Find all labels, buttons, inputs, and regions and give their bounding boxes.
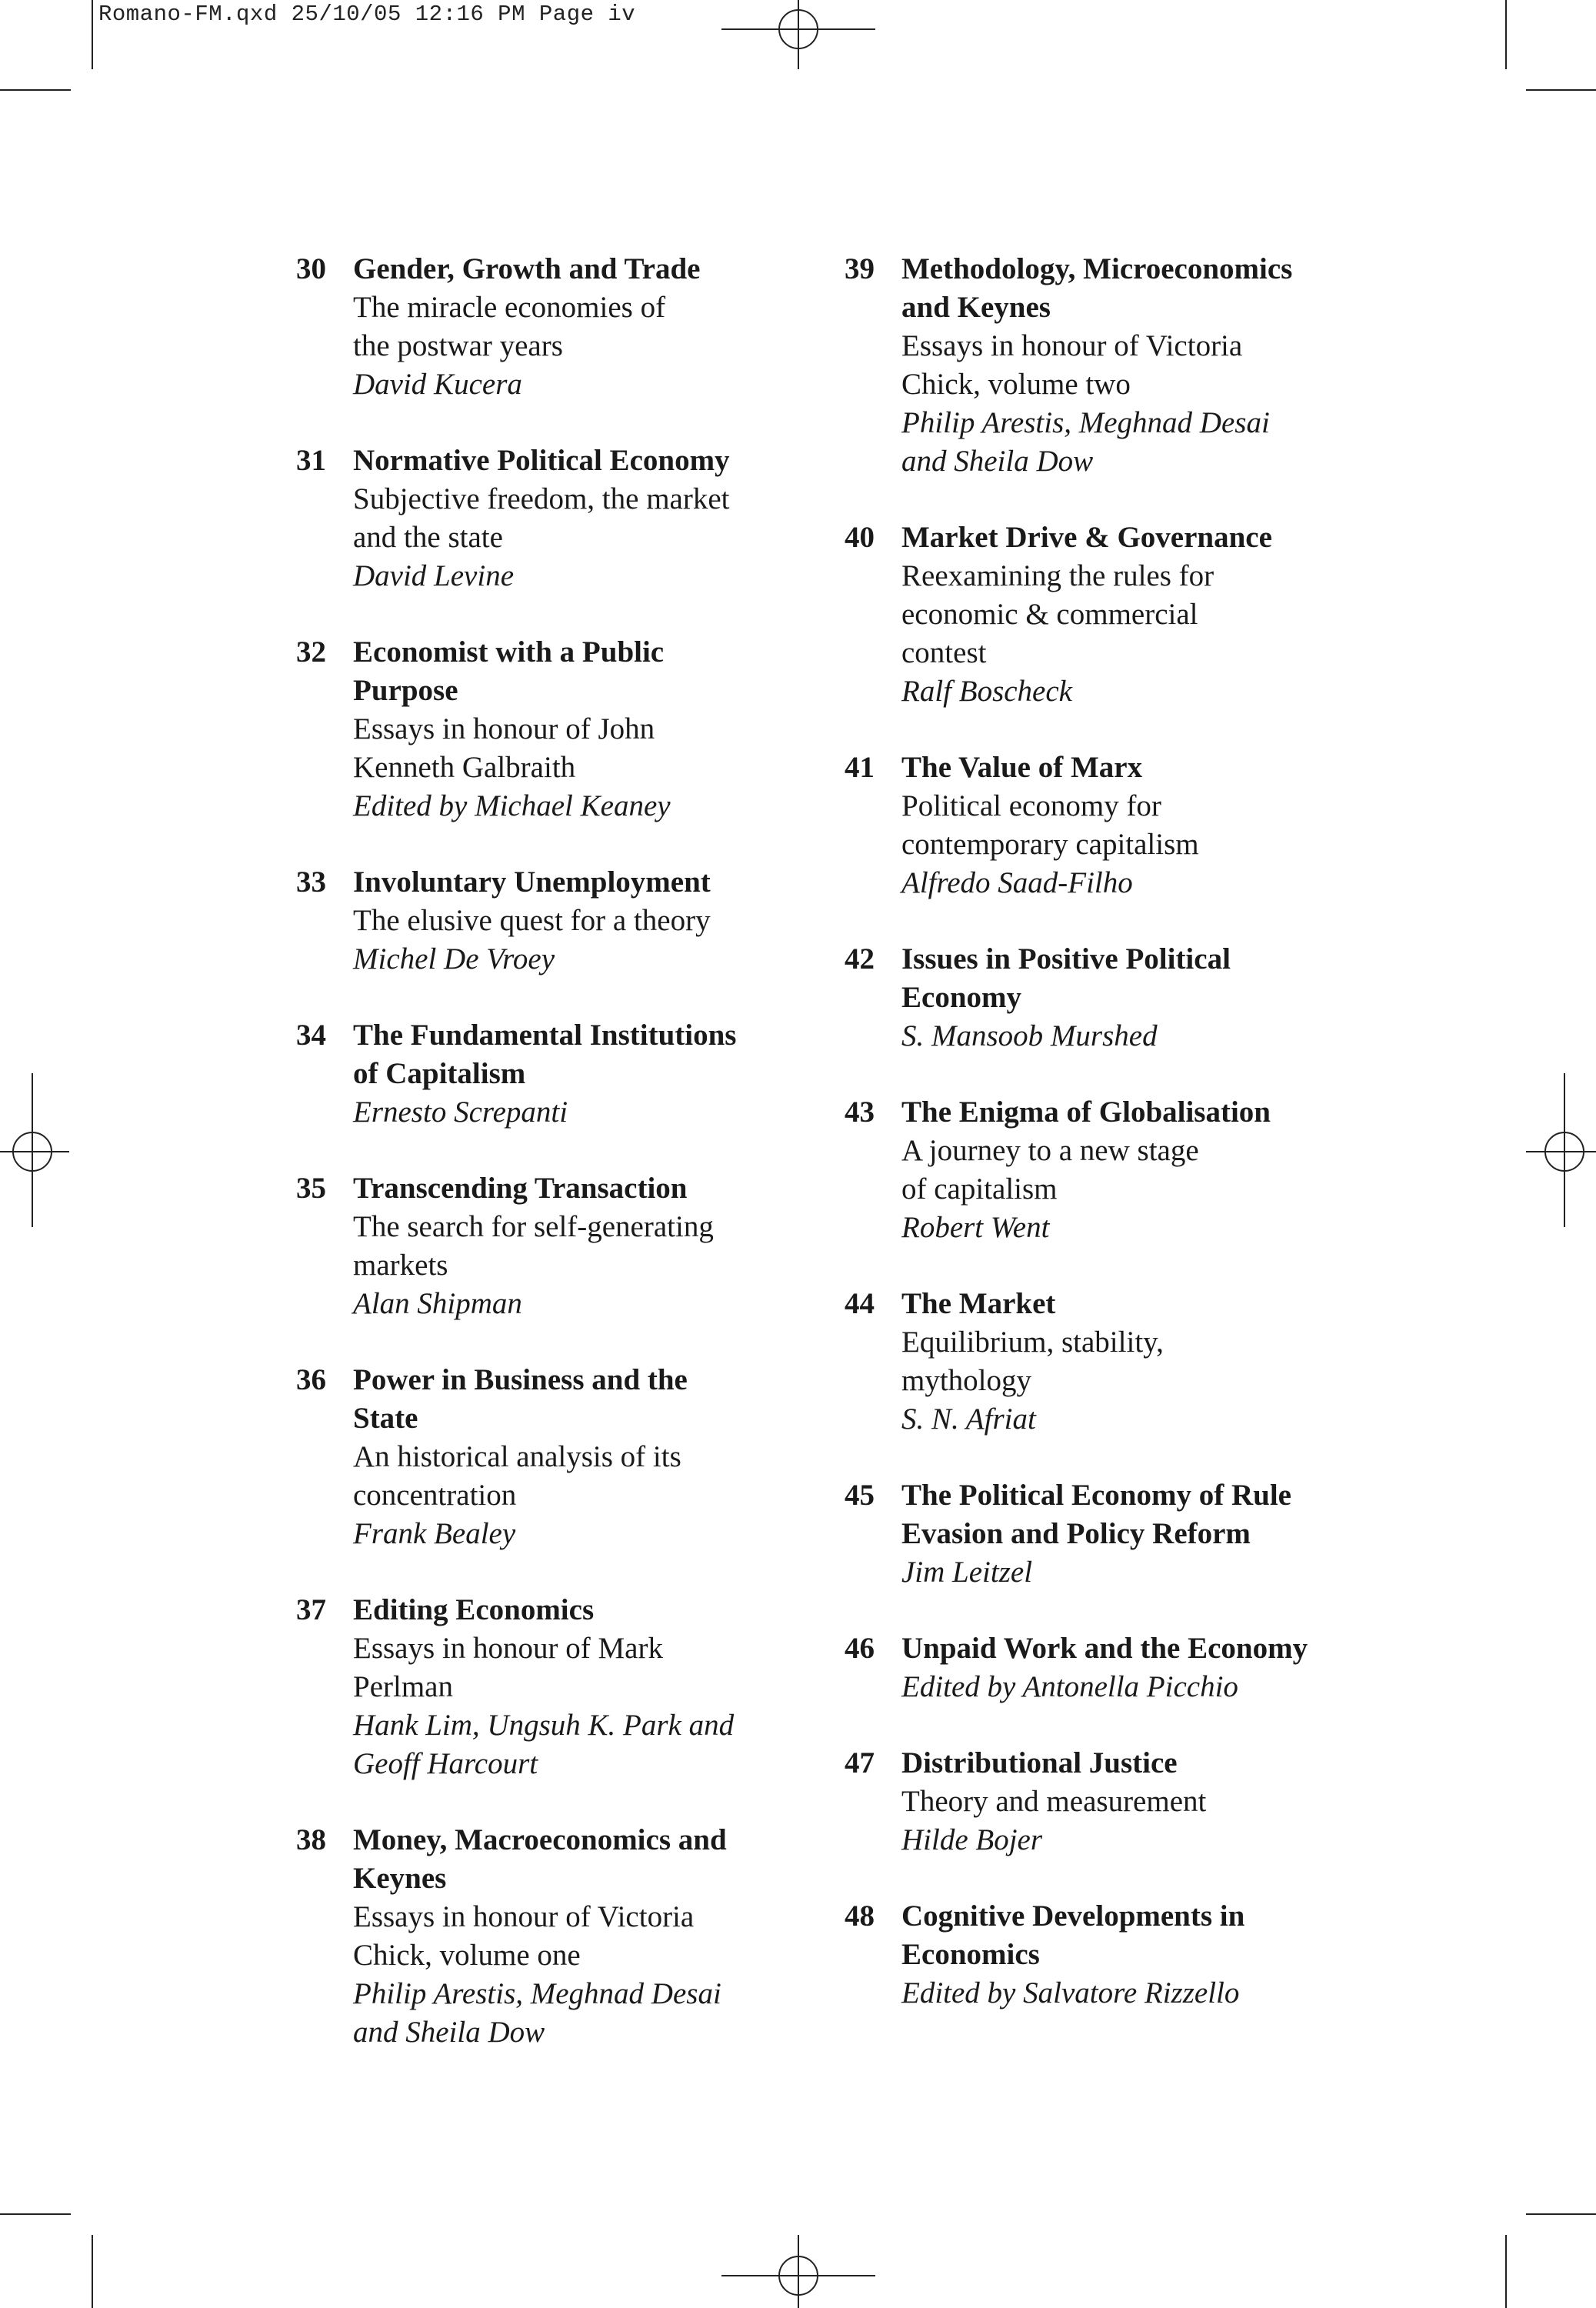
series-entry <box>845 1897 1383 2013</box>
entry-title: Gender, Growth and Trade <box>353 252 701 285</box>
entry-title: Unpaid Work and the Economy <box>901 1632 1308 1665</box>
entry-number: 34 <box>296 1019 326 1052</box>
entry-author: Edited by Michael Keaney <box>353 789 671 822</box>
entry-number: 45 <box>845 1479 875 1512</box>
entry-author: Alan Shipman <box>353 1287 522 1320</box>
entry-title: of Capitalism <box>353 1057 526 1090</box>
series-list-left-column <box>296 250 804 2090</box>
entry-title: Cognitive Developments in <box>901 1899 1245 1933</box>
series-entry <box>296 1821 804 2052</box>
print-slug: Romano-FM.qxd 25/10/05 12:16 PM Page iv <box>98 2 636 27</box>
entry-number: 33 <box>296 866 326 899</box>
registration-mark-icon <box>1526 1073 1596 1227</box>
entry-title: Involuntary Unemployment <box>353 866 711 899</box>
entry-subtitle: The miracle economies of <box>353 291 666 324</box>
entry-subtitle: Chick, volume one <box>353 1939 581 1972</box>
entry-author: S. N. Afriat <box>901 1402 1036 1436</box>
entry-subtitle: Perlman <box>353 1670 453 1703</box>
registration-mark-icon <box>721 0 875 69</box>
series-entry <box>296 250 804 404</box>
entry-subtitle: The elusive quest for a theory <box>353 904 711 937</box>
entry-subtitle: Essays in honour of Mark <box>353 1632 663 1665</box>
series-entry <box>845 1744 1383 1859</box>
entry-author: Alfredo Saad-Filho <box>901 866 1133 899</box>
entry-author: Hilde Bojer <box>901 1823 1043 1856</box>
entry-title: Transcending Transaction <box>353 1172 688 1205</box>
series-entry <box>296 1016 804 1132</box>
entry-title: Market Drive & Governance <box>901 521 1272 554</box>
entry-number: 43 <box>845 1096 875 1129</box>
series-entry <box>845 940 1383 1056</box>
entry-number: 39 <box>845 252 875 285</box>
entry-number: 41 <box>845 751 875 784</box>
entry-author: Frank Bealey <box>353 1517 516 1550</box>
entry-author: Robert Went <box>901 1211 1050 1244</box>
entry-subtitle: Essays in honour of Victoria <box>353 1900 695 1933</box>
entry-title: The Political Economy of Rule <box>901 1479 1291 1512</box>
registration-mark-icon <box>721 2235 875 2308</box>
series-entry <box>845 1629 1383 1706</box>
entry-title: The Market <box>901 1287 1056 1320</box>
series-entry <box>845 749 1383 902</box>
entry-subtitle: Reexamining the rules for <box>901 559 1214 592</box>
entry-number: 44 <box>845 1287 875 1320</box>
entry-title: The Enigma of Globalisation <box>901 1096 1271 1129</box>
entry-author: S. Mansoob Murshed <box>901 1019 1158 1052</box>
series-entry <box>296 442 804 595</box>
entry-subtitle: Chick, volume two <box>901 368 1131 401</box>
series-entry <box>296 1591 804 1783</box>
entry-number: 37 <box>296 1593 326 1626</box>
series-entry <box>845 1093 1383 1247</box>
entry-subtitle: The search for self-generating <box>353 1210 714 1243</box>
entry-subtitle: of capitalism <box>901 1172 1058 1206</box>
entry-author: Edited by Salvatore Rizzello <box>901 1976 1240 2009</box>
entry-author: Philip Arestis, Meghnad Desai <box>353 1977 721 2010</box>
entry-subtitle: Subjective freedom, the market <box>353 482 730 515</box>
entry-title: Money, Macroeconomics and <box>353 1823 727 1856</box>
entry-title: Normative Political Economy <box>353 444 730 477</box>
entry-subtitle: economic & commercial <box>901 598 1198 631</box>
entry-title: Power in Business and the <box>353 1363 688 1396</box>
series-entry <box>845 250 1383 481</box>
entry-subtitle: concentration <box>353 1479 517 1512</box>
entry-author: Ralf Boscheck <box>901 675 1072 708</box>
entry-subtitle: and the state <box>353 521 503 554</box>
entry-author: and Sheila Dow <box>353 2016 545 2049</box>
series-entry <box>845 519 1383 711</box>
series-list-right-column <box>845 250 1383 2050</box>
entry-number: 42 <box>845 942 875 976</box>
entry-number: 32 <box>296 635 326 669</box>
entry-number: 30 <box>296 252 326 285</box>
entry-subtitle: contest <box>901 636 987 669</box>
series-entry <box>296 1361 804 1553</box>
entry-title: Editing Economics <box>353 1593 595 1626</box>
entry-subtitle: A journey to a new stage <box>901 1134 1199 1167</box>
entry-number: 40 <box>845 521 875 554</box>
entry-subtitle: Theory and measurement <box>901 1785 1207 1818</box>
entry-author: Philip Arestis, Meghnad Desai <box>901 406 1270 439</box>
entry-author: Geoff Harcourt <box>353 1747 538 1780</box>
entry-title: Purpose <box>353 674 458 707</box>
series-entry <box>296 1169 804 1323</box>
entry-author: and Sheila Dow <box>901 445 1094 478</box>
entry-author: Michel De Vroey <box>353 942 555 976</box>
entry-title: Keynes <box>353 1862 447 1895</box>
entry-title: Distributional Justice <box>901 1746 1178 1779</box>
entry-author: Jim Leitzel <box>901 1556 1033 1589</box>
entry-title: Economy <box>901 981 1021 1014</box>
entry-subtitle: Essays in honour of Victoria <box>901 329 1243 362</box>
series-entry <box>845 1476 1383 1592</box>
entry-subtitle: Kenneth Galbraith <box>353 751 576 784</box>
entry-number: 46 <box>845 1632 875 1665</box>
entry-author: David Kucera <box>353 368 522 401</box>
entry-title: The Value of Marx <box>901 751 1143 784</box>
entry-number: 36 <box>296 1363 326 1396</box>
entry-title: The Fundamental Institutions <box>353 1019 737 1052</box>
entry-subtitle: mythology <box>901 1364 1032 1397</box>
entry-subtitle: Essays in honour of John <box>353 712 655 745</box>
entry-title: Economist with a Public <box>353 635 665 669</box>
entry-number: 35 <box>296 1172 326 1205</box>
series-entry <box>845 1285 1383 1439</box>
series-entry <box>296 633 804 825</box>
entry-title: Issues in Positive Political <box>901 942 1231 976</box>
entry-number: 48 <box>845 1899 875 1933</box>
entry-title: and Keynes <box>901 291 1051 324</box>
entry-subtitle: Political economy for <box>901 789 1161 822</box>
entry-title: Methodology, Microeconomics <box>901 252 1293 285</box>
entry-title: State <box>353 1402 418 1435</box>
entry-number: 47 <box>845 1746 875 1779</box>
entry-author: David Levine <box>353 559 515 592</box>
entry-number: 38 <box>296 1823 326 1856</box>
entry-subtitle: the postwar years <box>353 329 563 362</box>
entry-author: Hank Lim, Ungsuh K. Park and <box>353 1709 735 1742</box>
entry-subtitle: An historical analysis of its <box>353 1440 681 1473</box>
entry-title: Economics <box>901 1938 1040 1971</box>
entry-number: 31 <box>296 444 326 477</box>
entry-subtitle: markets <box>353 1249 448 1282</box>
entry-author: Edited by Antonella Picchio <box>901 1670 1238 1703</box>
series-entry <box>296 863 804 979</box>
entry-author: Ernesto Screpanti <box>353 1096 568 1129</box>
entry-subtitle: contemporary capitalism <box>901 828 1199 861</box>
registration-mark-icon <box>0 1073 69 1227</box>
entry-subtitle: Equilibrium, stability, <box>901 1326 1164 1359</box>
entry-title: Evasion and Policy Reform <box>901 1517 1251 1550</box>
